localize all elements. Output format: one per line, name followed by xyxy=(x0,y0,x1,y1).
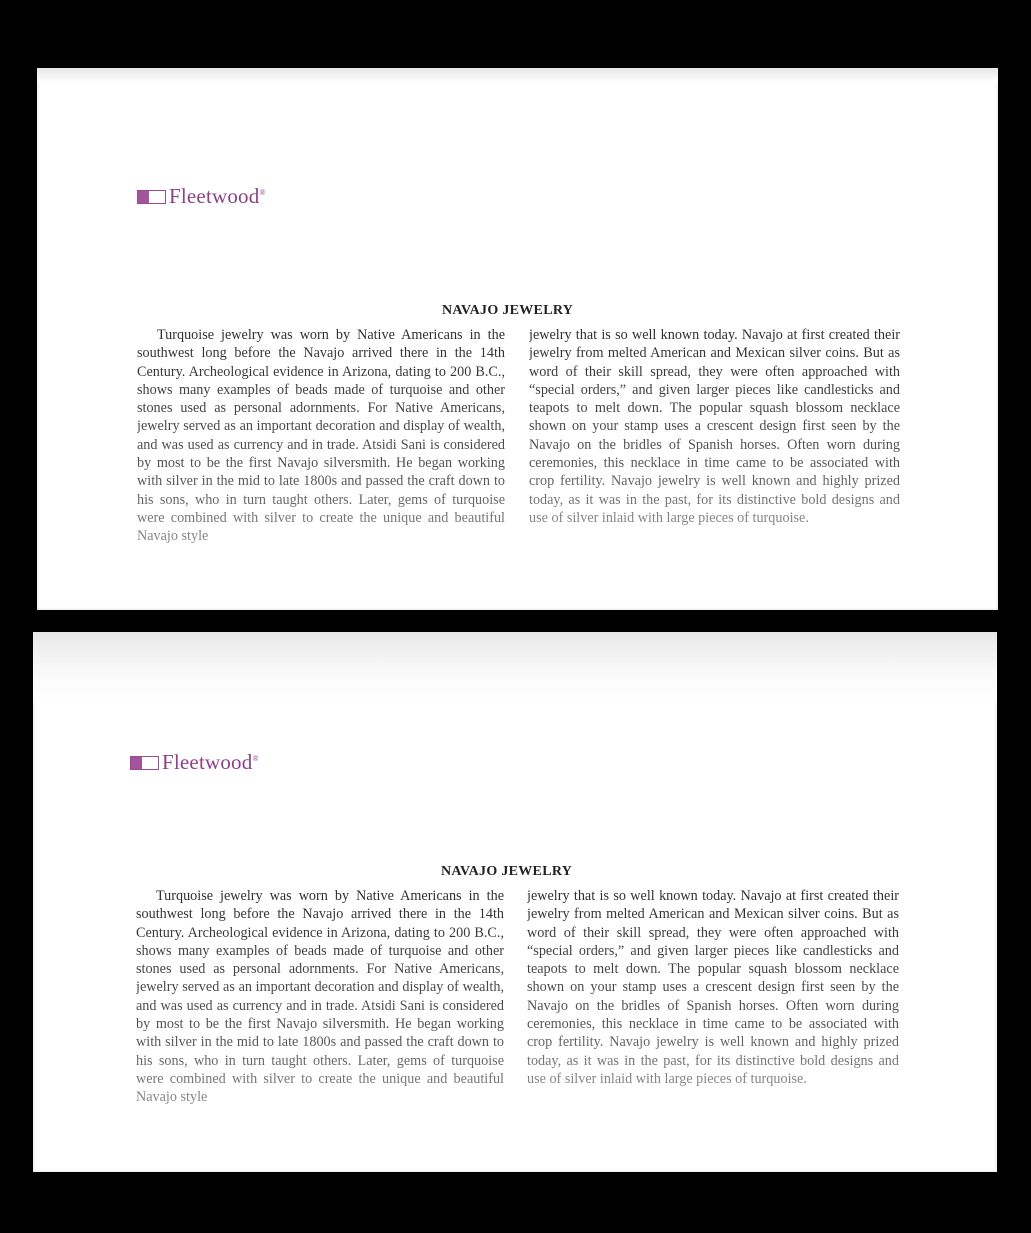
logo-wordmark: Fleetwood xyxy=(162,750,253,774)
logo-wordmark: Fleetwood xyxy=(169,184,260,208)
registered-mark: ® xyxy=(259,188,266,197)
registered-mark: ® xyxy=(252,754,259,763)
logo-mark-icon xyxy=(137,190,166,204)
card-shadow xyxy=(37,68,998,82)
article-title: NAVAJO JEWELRY xyxy=(442,303,574,318)
fleetwood-logo xyxy=(137,186,266,207)
card-shadow xyxy=(33,632,997,702)
insert-card-top xyxy=(37,68,998,610)
article-column-right: jewelry that is so well known today. Navajo at first created their jewelry from melted American and Mexican silver coins. But as word of their skill spread, they were often approached with “special orders,” and given larger pieces like candlesticks and teapots to melt down. The popular squash blossom necklace shown on your stamp uses a crescent design first seen by the Navajo on the bridles of Spanish horses. Often worn during ceremonies, this necklace in time came to be associated with crop fertility. Navajo jewelry is well known and highly prized today, as it was in the past, for its distinctive bold designs and use of silver inlaid with large pieces of turquoise. xyxy=(527,888,899,1087)
insert-card-bottom xyxy=(33,632,997,1172)
article-column-right: jewelry that is so well known today. Navajo at first created their jewelry from melted American and Mexican silver coins. But as word of their skill spread, they were often approached with “special orders,” and given larger pieces like candlesticks and teapots to melt down. The popular squash blossom necklace shown on your stamp uses a crescent design first seen by the Navajo on the bridles of Spanish horses. Often worn during ceremonies, this necklace in time came to be associated with crop fertility. Navajo jewelry is well known and highly prized today, as it was in the past, for its distinctive bold designs and use of silver inlaid with large pieces of turquoise. xyxy=(529,327,900,526)
fleetwood-logo xyxy=(130,752,259,773)
article-title: NAVAJO JEWELRY xyxy=(441,864,573,879)
article-column-left: Turquoise jewelry was worn by Native Americans in the southwest long before the Navajo arrived there in the 14th Century. Archeological evidence in Arizona, dating to 200 B.C., shows many examples of beads made of turquoise and other stones used as personal adornments. For Native Americans, jewelry served as an important decoration and display of wealth, and was used as currency and in trade. Atsidi Sani is considered by most to be the first Navajo silversmith. He began working with silver in the mid to late 1800s and passed the craft down to his sons, who in turn taught others. Later, gems of turquoise were combined with silver to create the unique and beautiful Navajo style xyxy=(137,327,505,545)
article-column-left: Turquoise jewelry was worn by Native Americans in the southwest long before the Navajo arrived there in the 14th Century. Archeological evidence in Arizona, dating to 200 B.C., shows many examples of beads made of turquoise and other stones used as personal adornments. For Native Americans, jewelry served as an important decoration and display of wealth, and was used as currency and in trade. Atsidi Sani is considered by most to be the first Navajo silversmith. He began working with silver in the mid to late 1800s and passed the craft down to his sons, who in turn taught others. Later, gems of turquoise were combined with silver to create the unique and beautiful Navajo style xyxy=(136,888,504,1106)
logo-mark-icon xyxy=(130,756,159,770)
